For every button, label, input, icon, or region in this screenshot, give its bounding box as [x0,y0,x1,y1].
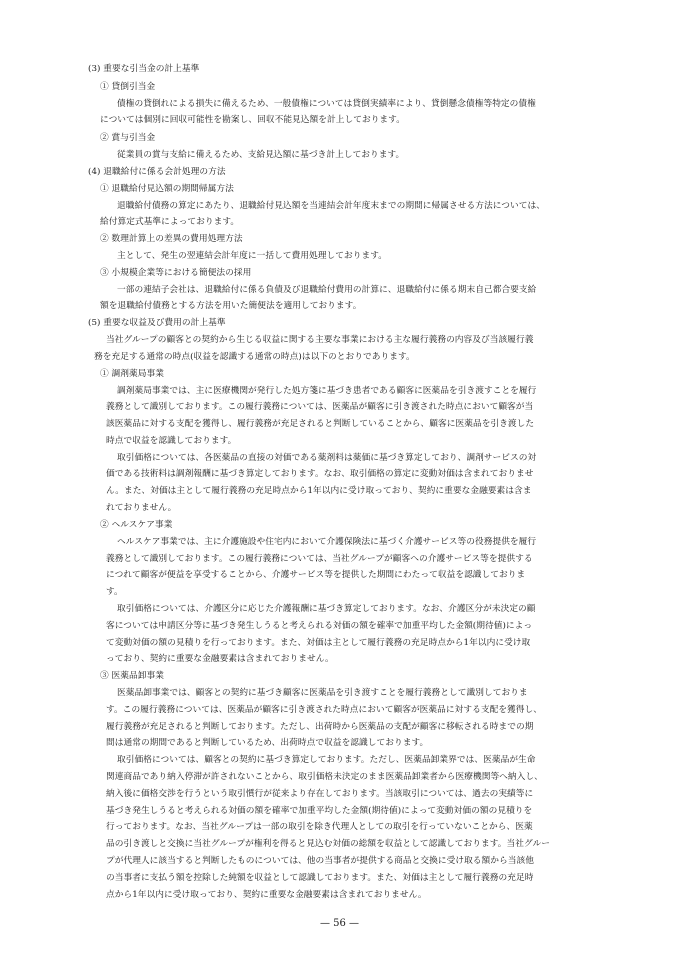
paragraph-line: 義務として識別しております。この履行義務については、医薬品が顧客に引き渡された時点において顧客が当 [106,402,534,412]
paragraph-line: 医薬品卸事業では、顧客との契約に基づき顧客に医薬品を引き渡すことを履行義務として識別しておりま [117,688,528,698]
section-heading: (4) 退職給付に係る会計処理の方法 [88,167,226,177]
paragraph-line: 客については申請区分等に基づき発生しうると考えられる対価の額を確率で加重平均した金額(期待値)によっ [106,621,533,631]
paragraph-line: 義務として識別しております。この履行義務については、当社グループが顧客への介護サービス等を提供する [106,554,533,564]
subsection-heading: ② ヘルスケア事業 [100,520,173,530]
subsection-heading: ② 数理計算上の差異の費用処理方法 [100,234,243,244]
paragraph-line: 基づき発生しうると考えられる対価の額を確率で加重平均した金額(期待値)によって変動対価の額の見積りを [106,806,533,816]
paragraph-line: 履行義務が充足されると判断しております。ただし、出荷時から医薬品の支配が顧客に移転される時までの期 [106,722,534,732]
paragraph-line: 給付算定式基準によっております。 [100,217,240,227]
paragraph-line: ん。また、対価は主として履行義務の充足時点から1年以内に受け取っており、契約に重要な金融要素は含ま [106,486,532,496]
paragraph-line: す。 [106,587,123,597]
paragraph-line: 額を退職給付債務とする方法を用いた簡便法を適用しております。 [100,301,362,311]
subsection-heading: ① 調剤薬局事業 [100,369,164,379]
paragraph-line: の当事者に支払う額を控除した純額を収益として認識しております。また、対価は主として履行義務の充足時 [106,873,534,883]
paragraph-line: 主として、発生の翌連結会計年度に一括して費用処理しております。 [117,251,387,261]
paragraph-line: 関連商品であり納入停滞が許されないことから、取引価格未決定のまま医薬品卸業者から医療機関等へ納入し、 [106,772,543,782]
paragraph-line: 務を充足する通常の時点(収益を認識する通常の時点)は以下のとおりであります。 [94,352,415,362]
paragraph-line: 行っております。なお、当社グループは一部の取引を除き代理人としての取引を行っていないことから、医薬 [106,822,533,832]
paragraph-line: 品の引き渡しと交換に当社グループが権利を得ると見込む対価の総額を収益として認識しております。当社グルー [106,839,550,849]
paragraph-line: 一部の連結子会社は、退職給付に係る負債及び退職給付費用の計算に、退職給付に係る期末自己都合要支給 [117,285,537,295]
paragraph-line: っており、契約に重要な金融要素は含まれておりません。 [106,654,334,664]
paragraph-line: プが代理人に該当すると判断したものについては、他の当事者が提供する商品と交換に受け取る額から当該他 [106,856,534,866]
paragraph-line: につれて顧客が便益を享受することから、介護サービス等を提供した期間にわたって収益を認識しておりま [106,570,526,580]
paragraph-line: 価である技術料は調剤報酬に基づき算定しております。なお、取引価格の算定に変動対価は含まれておりませ [106,469,534,479]
paragraph-line: 取引価格については、各医薬品の直接の対価である薬剤料は薬価に基づき算定しており、調剤サービスの対 [117,453,537,463]
paragraph-line: 取引価格については、顧客との契約に基づき算定しております。ただし、医薬品卸業界では、医薬品が生命 [117,755,536,765]
paragraph-line: 当社グループの顧客との契約から生じる収益に関する主要な事業における主な履行義務の内容及び当該履行義 [106,335,534,345]
paragraph-line: て変動対価の額の見積りを行っております。また、対価は主として履行義務の充足時点から1年以内に受け取 [106,638,531,648]
paragraph-line: 間は通常の期間であると判断しているため、出荷時点で収益を認識しております。 [106,738,429,748]
subsection-heading: ③ 小規模企業等における簡便法の採用 [100,268,252,278]
paragraph-line: す。この履行義務については、医薬品が顧客に引き渡された時点において顧客が医薬品に対する支配を獲得し、 [106,705,543,715]
paragraph-line: れておりません。 [106,503,177,513]
subsection-heading: ③ 医薬品卸事業 [100,671,164,681]
paragraph-line: 退職給付債務の算定にあたり、退職給付見込額を当連結会計年度末までの期間に帰属させる方法については、 [117,201,545,211]
paragraph-line: 取引価格については、介護区分に応じた介護報酬に基づき算定しております。なお、介護区分が未決定の顧 [117,604,536,614]
paragraph-line: 従業員の賞与支給に備えるため、支給見込額に基づき計上しております。 [117,150,405,160]
subsection-heading: ① 貸倒引当金 [100,82,156,92]
paragraph-line: 点から1年以内に受け取っており、契約に重要な金融要素は含まれておりません。 [106,890,427,900]
paragraph-line: 納入後に価格交渉を行うという取引慣行が従来より存在しております。当該取引については、過去の実績等に [106,789,534,799]
subsection-heading: ② 賞与引当金 [100,133,156,143]
paragraph-line: 時点で収益を認識しております。 [106,436,237,446]
paragraph-line: 調剤薬局事業では、主に医療機関が発行した処方箋に基づき患者である顧客に医薬品を引き渡すことを履行 [117,386,537,396]
section-heading: (3) 重要な引当金の計上基準 [88,64,200,74]
page-number: — 56 — [319,918,360,929]
paragraph-line: 債権の貸倒れによる損失に備えるため、一般債権については貸倒実績率により、貸倒懸念債権等特定の債権 [117,99,536,109]
paragraph-line: については個別に回収可能性を勘案し、回収不能見込額を計上しております。 [100,115,405,125]
subsection-heading: ① 退職給付見込額の期間帰属方法 [100,184,234,194]
section-heading: (5) 重要な収益及び費用の計上基準 [88,318,226,328]
paragraph-line: 該医薬品に対する支配を獲得し、履行義務が充足されると判断していることから、顧客に医薬品を引き渡した [106,419,535,429]
paragraph-line: ヘルスケア事業では、主に介護施設や住宅内において介護保険法に基づく介護サービス等の役務提供を履行 [117,537,537,547]
